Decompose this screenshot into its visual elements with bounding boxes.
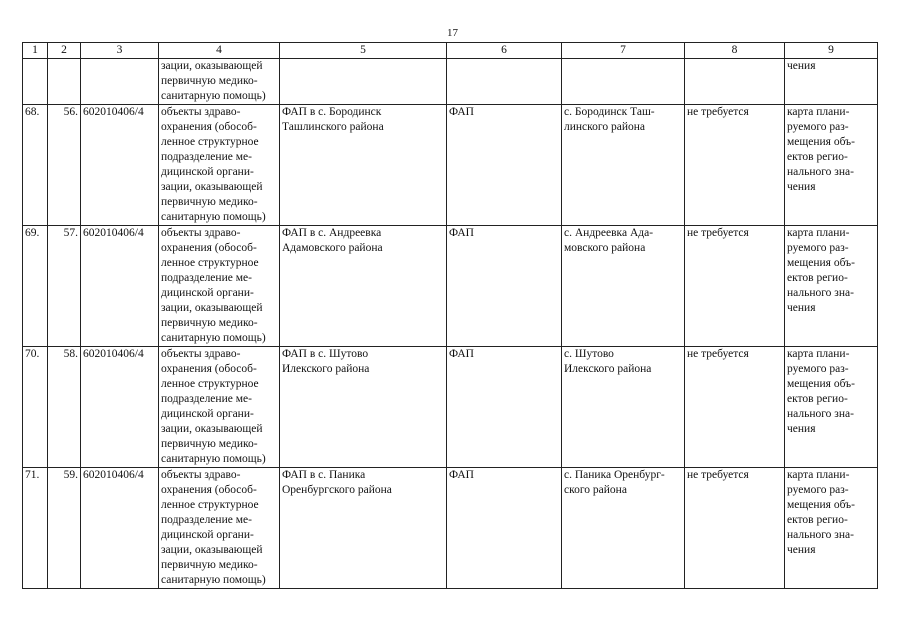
table-row <box>23 226 878 347</box>
code-cell: 602010406/4 <box>81 226 159 347</box>
column-number-3: 3 <box>81 43 159 59</box>
item-number-cell: 56. <box>48 105 81 226</box>
column-number-row <box>23 43 878 59</box>
object-type-cell: объекты здраво- охранения (обособ- ленное структурное подразделение ме- дицинской органи- зации, оказывающей первичную медико- санитарную помощь) <box>159 468 280 589</box>
item-number-cell: 59. <box>48 468 81 589</box>
map-cell: карта плани- руемого раз- мещения объ- ектов регио- нального зна- чения <box>785 226 878 347</box>
zone-cell: не требуется <box>685 347 785 468</box>
column-number-6: 6 <box>447 43 562 59</box>
object-type-cell: объекты здраво- охранения (обособ- ленное структурное подразделение ме- дицинской органи- зации, оказывающей первичную медико- санитарную помощь) <box>159 347 280 468</box>
location-cell: с. Шутово Илекского района <box>562 347 685 468</box>
page-number: 17 <box>447 27 458 39</box>
purpose-cell: ФАП <box>447 468 562 589</box>
purpose-cell: ФАП <box>447 105 562 226</box>
object-name-cell: ФАП в с. Паника Оренбургского района <box>280 468 447 589</box>
map-cell: карта плани- руемого раз- мещения объ- ектов регио- нального зна- чения <box>785 347 878 468</box>
location-cell: с. Паника Оренбург- ского района <box>562 468 685 589</box>
column-number-5: 5 <box>280 43 447 59</box>
item-number-cell: 57. <box>48 226 81 347</box>
table-row <box>23 468 878 589</box>
map-cell: карта плани- руемого раз- мещения объ- ектов регио- нального зна- чения <box>785 105 878 226</box>
continuation-map-cell: чения <box>785 59 878 105</box>
code-cell: 602010406/4 <box>81 347 159 468</box>
table-row <box>23 347 878 468</box>
zone-cell: не требуется <box>685 468 785 589</box>
object-type-cell: объекты здраво- охранения (обособ- ленное структурное подразделение ме- дицинской органи- зации, оказывающей первичную медико- санитарную помощь) <box>159 105 280 226</box>
table-row <box>23 105 878 226</box>
object-name-cell: ФАП в с. Шутово Илекского района <box>280 347 447 468</box>
row-number-cell: 69. <box>23 226 48 347</box>
row-number-cell: 70. <box>23 347 48 468</box>
location-cell: с. Бородинск Таш- линского района <box>562 105 685 226</box>
column-number-2: 2 <box>48 43 81 59</box>
zone-cell: не требуется <box>685 105 785 226</box>
column-number-1: 1 <box>23 43 48 59</box>
zone-cell: не требуется <box>685 226 785 347</box>
purpose-cell: ФАП <box>447 347 562 468</box>
object-name-cell: ФАП в с. Бородинск Ташлинского района <box>280 105 447 226</box>
continuation-row <box>23 59 878 105</box>
row-number-cell: 68. <box>23 105 48 226</box>
object-type-cell: объекты здраво- охранения (обособ- ленное структурное подразделение ме- дицинской органи- зации, оказывающей первичную медико- санитарную помощь) <box>159 226 280 347</box>
location-cell: с. Андреевка Ада- мовского района <box>562 226 685 347</box>
item-number-cell: 58. <box>48 347 81 468</box>
purpose-cell: ФАП <box>447 226 562 347</box>
row-number-cell: 71. <box>23 468 48 589</box>
column-number-9: 9 <box>785 43 878 59</box>
column-number-8: 8 <box>685 43 785 59</box>
column-number-7: 7 <box>562 43 685 59</box>
continuation-type-cell: зации, оказывающей первичную медико- санитарную помощь) <box>159 59 280 105</box>
column-number-4: 4 <box>159 43 280 59</box>
map-cell: карта плани- руемого раз- мещения объ- ектов регио- нального зна- чения <box>785 468 878 589</box>
object-name-cell: ФАП в с. Андреевка Адамовского района <box>280 226 447 347</box>
code-cell: 602010406/4 <box>81 468 159 589</box>
objects-table <box>22 42 878 589</box>
code-cell: 602010406/4 <box>81 105 159 226</box>
